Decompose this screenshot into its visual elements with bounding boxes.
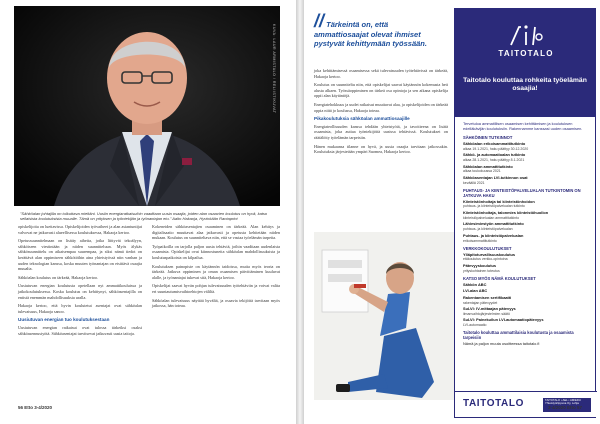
course-name: Sähkö- ja automaatioalan tutkinto xyxy=(463,152,526,158)
course-detail: ilmanvaihtojärjestelmien säätö xyxy=(463,311,510,316)
portrait-illustration xyxy=(14,6,280,206)
paragraph: Opiskelijat saavat hyvän pohjan tulevaisuuden työtehtäviin ja voivat valita eri suuntautumisvaihtoehtojen väliltä. xyxy=(152,283,280,294)
ad-course-item[interactable] xyxy=(463,253,587,263)
ad-course-item[interactable] xyxy=(463,234,587,244)
course-name: Rakentamisen sertifikaatti xyxy=(463,294,512,300)
quote-mark-icon: // xyxy=(314,11,325,31)
subheading: Uusiutuvan energian tuo koulutuksestaan xyxy=(18,317,110,323)
left-column-2 xyxy=(152,224,280,312)
course-detail: puhtaus- ja kiinteistöpalvelualan tutkinto xyxy=(463,204,525,209)
course-name: SuLVI: IV-mittaajan pätevyys xyxy=(463,306,516,312)
ad-section-title: SÄHKÖINEN TUTKINNOT xyxy=(463,134,513,140)
ad-header xyxy=(455,9,595,117)
gutter xyxy=(296,0,304,424)
course-name: Puhtaus- ja kiinteistöpalvelualan xyxy=(463,232,524,238)
paragraph: Energiatehokkuus ja uudet ratkaisut muuttavat alaa, ja opiskelijoiden on tärkeää oppia niitä jo koulussa, Hakaoja toteaa. xyxy=(314,101,448,113)
electrician-illustration xyxy=(314,232,454,400)
course-detail: rakentajan pätevyydet xyxy=(463,300,498,305)
ad-course-item[interactable] xyxy=(463,289,587,294)
ad-course-item[interactable] xyxy=(463,283,587,288)
paragraph: Hakaoja kertoo, että hyvin koulutetut asentajat ovat sähköalan tulevaisuus, Hakaoja sanoo. xyxy=(18,303,142,314)
ad-footer xyxy=(455,391,597,417)
page-folio: 56 Etto 3-4/2020 xyxy=(18,405,53,410)
portrait-photo xyxy=(14,6,280,206)
ad-course-item[interactable] xyxy=(463,176,587,186)
course-detail: keväällä 2021 xyxy=(463,180,485,185)
electrician-photo xyxy=(314,232,454,400)
ad-course-item[interactable] xyxy=(463,142,587,152)
course-detail: alkaa 19.1.2021, haku päättyy 30.12.2020 xyxy=(463,146,529,151)
paragraph: Koulutuksen painopiste on käytännön taidoissa, mutta myös teoria on tärkeää. Jatkuva oppiminen ja oman osaamisen päivittäminen kuuluvat alalle, ja työnantajat tukevat sitä, Hakaoja kertoo. xyxy=(152,263,280,280)
course-name: Ylläpitoturvallisuuskoulutus xyxy=(463,251,516,257)
taitotalo-advertisement xyxy=(454,8,596,418)
ad-course-item[interactable] xyxy=(463,211,587,221)
ad-course-item[interactable] xyxy=(463,165,587,175)
right-page xyxy=(304,0,600,424)
course-name: Lähiesimiestyön ammattitutkinto xyxy=(463,221,524,227)
ad-course-item[interactable] xyxy=(463,318,587,328)
course-detail: erikoisammattitutkinto xyxy=(463,238,497,243)
right-column xyxy=(314,68,448,158)
ad-course-item[interactable] xyxy=(463,307,587,317)
course-detail: alkaa toukokuussa 2021 xyxy=(463,169,501,174)
paragraph: joka kehittämisessä osaamisessa sekä tulevaisuuden työtehtävissä on tärkeää, Hakaoja kertoo. xyxy=(314,68,448,79)
pull-quote-text: Tärkeintä on, että ammattiosaajat olevat ihmiset pystyvät kehittymään työssään. xyxy=(314,20,427,48)
paragraph: Uusiutuvan energian ratkaisut ovat tulossa tärkeiksi osaksi sähköasennustyötä. Sähköasentajat tarvitsevat jatkuvasti uusia taitoja. xyxy=(18,324,142,336)
left-column-1 xyxy=(18,224,142,339)
paragraph: Työpaikoilla on tarjolla paljon uusia tehtäviä, joihin vaaditaan uudenlaista osaamista. Opiskelijat ovat kiinnostuneita sähköalan mahdollisuuksista ja koulutuspaikoista on kilpailua. xyxy=(152,243,280,260)
paragraph: Sähköalan koulutus on tärkeää, Hakaoja kertoo. xyxy=(18,274,99,280)
course-detail: kiinteistöpalvelualan ammattitutkinto xyxy=(463,215,520,220)
course-name: Kiinteistönhoitaja tai kiinteistönhoidon xyxy=(463,198,535,204)
taitotalo-logo-icon xyxy=(509,23,543,47)
course-detail: puhtaus- ja kiinteistöpalvelualan xyxy=(463,227,513,232)
ad-footer-partners: TAITOTALO • AEL • AMIEDU Yhteistyöriippuva Oy, Lohja xyxy=(543,398,591,412)
page-folio: 3-4/2020 Etto 57 xyxy=(547,405,582,410)
ad-course-item[interactable] xyxy=(463,153,587,163)
ad-closing-link[interactable]: Nämä ja paljon muuta osoitteessa taitotalo.fi xyxy=(463,341,540,347)
photo-caption: "Sähköalan johtajilla on tulkuttava mieltäni. Uusiin energiaratkaisuihin vaaditaan uusia osaajia, joiden alan osaavien koulutus on hyvä, katso sellaisista koulutuksista muualle. Tämä on yrityksen ja työntekijän ja työnantajan etu." Aalto Hakaoja, Hyvinkään Rantaprint xyxy=(20,211,268,221)
ad-course-item[interactable] xyxy=(463,264,587,274)
subheading: Pikakoulutuksia sähköalan ammattiosaajille xyxy=(314,116,410,122)
ad-section-title: KATSO MYÖS NÄMÄ KOULUTUKSET xyxy=(463,275,536,281)
paragraph: Hänen mukaansa tilanne on hyvä, ja uusia osaajia tarvitaan jatkossakin. Koulutuksia järjestetään ympäri Suomea, Hakaoja kertoo. xyxy=(314,143,448,155)
paragraph: opiskelijoita on luettavissa. Opiskelijoiden työvaiheet ja alan asiantuntijat valvovat ne jatkuvasti alueellisessa koulutuksessa, Hakaoja kertoo. xyxy=(18,224,142,235)
course-name: LVI-alan ABC xyxy=(463,288,488,294)
paragraph: Kokeneiden sähköasentajien osaaminen on tärkeää. Alan kehitys ja digitalisaatio muuttavat alaa jatkuvasti ja opetusta kehitetään niiden mukaan. Koulutus on suunniteltava niin, että se vastaa työelämän tarpeita. xyxy=(152,224,280,241)
paragraph: Uusiutuvan energian koulutusta opetellaan nyt ammattikouluissa ja jatkokoulutuksessa. Koska koulutus on kehittynyt, sähköasentajilla on entistä enemmän mahdollisuuksia uralla. xyxy=(18,283,142,300)
course-name: Sähköalan erikoisammattitutkinto xyxy=(463,140,526,146)
ad-closing: Taitotalo kouluttaa ammattilaisia koulutusta ja osaamista tarpeisiin xyxy=(463,330,574,341)
ad-body xyxy=(455,117,595,347)
course-name: Pätevyyskoulutus xyxy=(463,262,497,268)
ad-course-item[interactable] xyxy=(463,200,587,210)
pull-quote xyxy=(314,11,444,49)
ad-logo-text: TAITOTALO xyxy=(498,49,554,58)
course-name: Kiinteistönhoitaja, talonmies kiinteistöhuollon xyxy=(463,209,549,215)
ad-section-title: PUHTAUS- JA KIINTEISTÖPALVELUALAN TUTKINTOMIN ON JATKUVA HAKU xyxy=(463,187,581,198)
course-detail: LVI-automaatio xyxy=(463,323,487,328)
paragraph: Opetussuunnitelmaan on lisätty aiheita, jotka liittyvät tekoälyyn, sähköiseen viestintään ja niiden suunnitteluun. Myös älykäs sähkösuunnittelu on aikaisempaa suurempaa, ja siksi nämä tiedot on kerättävä alan oppimiseen sähkötöihin aina yhteistyössä niin vanhan ja uuden teknologian kanssa, koska muuten työnantajan on etsittävä osaajia muualta. xyxy=(18,238,142,272)
ad-headline: Taitotalo kouluttaa rohkeita työelämän osaajia! xyxy=(463,77,587,92)
course-detail: etäkoulutus verkko-opintoina xyxy=(463,257,508,262)
paragraph: Sähköalan tulevaisuus näyttää hyvältä, ja osaavia tekijöitä tarvitaan myös jatkossa, hän toteaa. xyxy=(152,297,280,309)
course-detail: alkaa 28.1.2021, haku päättyy 8.1.2021 xyxy=(463,158,525,163)
course-name: Sähköasentajan LVI-tutkinnon osat xyxy=(463,174,528,180)
paragraph: Energiateollisuuden kanssa tehdään yhteistyötä, ja tavoitteena on lisätä osaamista, joka auttaa työntekijöitä uusissa tehtävissä. Koulutukset on räätälöity työelämän tarpeisiin. xyxy=(314,123,448,140)
course-detail: yrityskohtainen toteutus xyxy=(463,268,500,273)
paragraph: Koulutus on suunniteltu niin, että opiskelijat saavat käytännön kokemusta heti alusta alkaen. Työssäoppiminen on tärkeä osa opintoja ja sen aikana opiskelija oppii alan käytäntöjä. xyxy=(314,82,448,99)
course-name: Sähkön ABC xyxy=(463,281,487,287)
course-name: Sähköalan ammattitutkinto xyxy=(463,163,513,169)
course-name: SuLVI: Painekuilun LVI-automaatiopätevyys xyxy=(463,317,544,323)
ad-course-item[interactable] xyxy=(463,222,587,232)
left-page xyxy=(0,0,296,424)
ad-intro: Tervetuloa ammatillisen osaamisen kehittämisen ja koulutuksen edelläkävijän koulutuksiin. Rakennamme kanssasi uuden osaamisen. xyxy=(463,121,583,131)
photo-credit: KUVA: LAUR ARMISTALO / RELIISTIKUVAT xyxy=(272,24,276,114)
ad-course-item[interactable] xyxy=(463,296,587,306)
ad-section-title: VERKKOKOULUTUKSET xyxy=(463,245,512,251)
ad-footer-logo: TAITOTALO xyxy=(463,398,524,409)
